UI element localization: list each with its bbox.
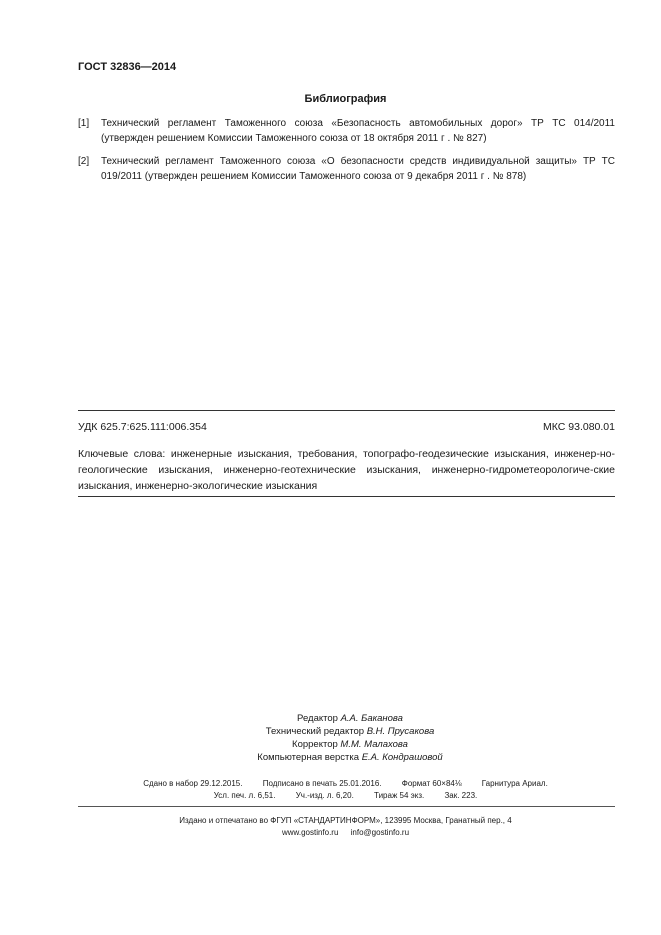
typeface: Гарнитура Ариал.: [481, 779, 548, 788]
paper-format: Формат 60×84⅛: [401, 779, 462, 788]
credit-line: [200, 712, 500, 725]
credit-name: В.Н. Прусакова: [366, 726, 435, 737]
bibliography-item: [78, 154, 615, 184]
circulation: Тираж 54 экз.: [374, 791, 425, 800]
print-sheets: Усл. печ. л. 6,51.: [213, 791, 276, 800]
bibliography-item-number: [1]: [78, 118, 90, 129]
credit-role: Технический редактор: [265, 726, 365, 737]
pub-sheets: Уч.-изд. л. 6,20.: [295, 791, 354, 800]
credit-line: [200, 751, 500, 764]
email-link[interactable]: info@gostinfo.ru: [350, 828, 410, 837]
submitted-date: Сдано в набор 29.12.2015.: [143, 779, 243, 788]
publisher-contacts: [0, 828, 661, 837]
credit-role: Корректор: [292, 739, 338, 750]
signed-date: Подписано в печать 25.01.2016.: [262, 779, 382, 788]
publication-info-line-1: [0, 779, 661, 788]
bibliography-title: Библиография: [304, 93, 387, 105]
website-link[interactable]: www.gostinfo.ru: [281, 828, 339, 837]
credit-role: Компьютерная верстка: [257, 752, 360, 763]
udk-code: УДК 625.7:625.111:006.354: [78, 421, 207, 433]
keywords: Ключевые слова: инженерные изыскания, требования, топографо-геодезические изыскания, инженер-но-геологические изыскания, инженерно-геотехнические изыскания, инженерно-гидрометеорологиче-ские изыскания, инженерно-экологические изыскания: [78, 448, 615, 492]
bibliography-item-number: [2]: [78, 156, 90, 167]
credit-line: [200, 725, 500, 738]
divider-imprint: [78, 806, 615, 807]
order-number: Зак. 223.: [444, 791, 478, 800]
standard-code: ГОСТ 32836—2014: [78, 61, 177, 73]
bibliography-item: [78, 116, 615, 146]
credit-name: Е.А. Кондрашовой: [361, 752, 443, 763]
bibliography-item-text: Технический регламент Таможенного союза «О безопасности средств индивидуальной защиты» ТР ТС 019/2011 (утвержден решением Комиссии Таможенного союза от 9 декабря 2011 г . № 878): [101, 156, 615, 182]
publication-info-line-2: [0, 791, 661, 800]
divider-keywords: [78, 496, 615, 497]
credit-name: А.А. Баканова: [340, 713, 403, 724]
mks-code: МКС 93.080.01: [543, 421, 615, 433]
publisher-imprint: Издано и отпечатано во ФГУП «СТАНДАРТИНФОРМ», 123995 Москва, Гранатный пер., 4: [179, 816, 512, 825]
credit-line: [200, 738, 500, 751]
divider-top: [78, 410, 615, 411]
credit-role: Редактор: [297, 713, 338, 724]
credit-name: М.М. Малахова: [340, 739, 408, 750]
bibliography-item-text: Технический регламент Таможенного союза «Безопасность автомобильных дорог» ТР ТС 014/2011 (утвержден решением Комиссии Таможенного союза от 18 октября 2011 г . № 827): [101, 118, 615, 144]
credits-block: [200, 712, 500, 764]
